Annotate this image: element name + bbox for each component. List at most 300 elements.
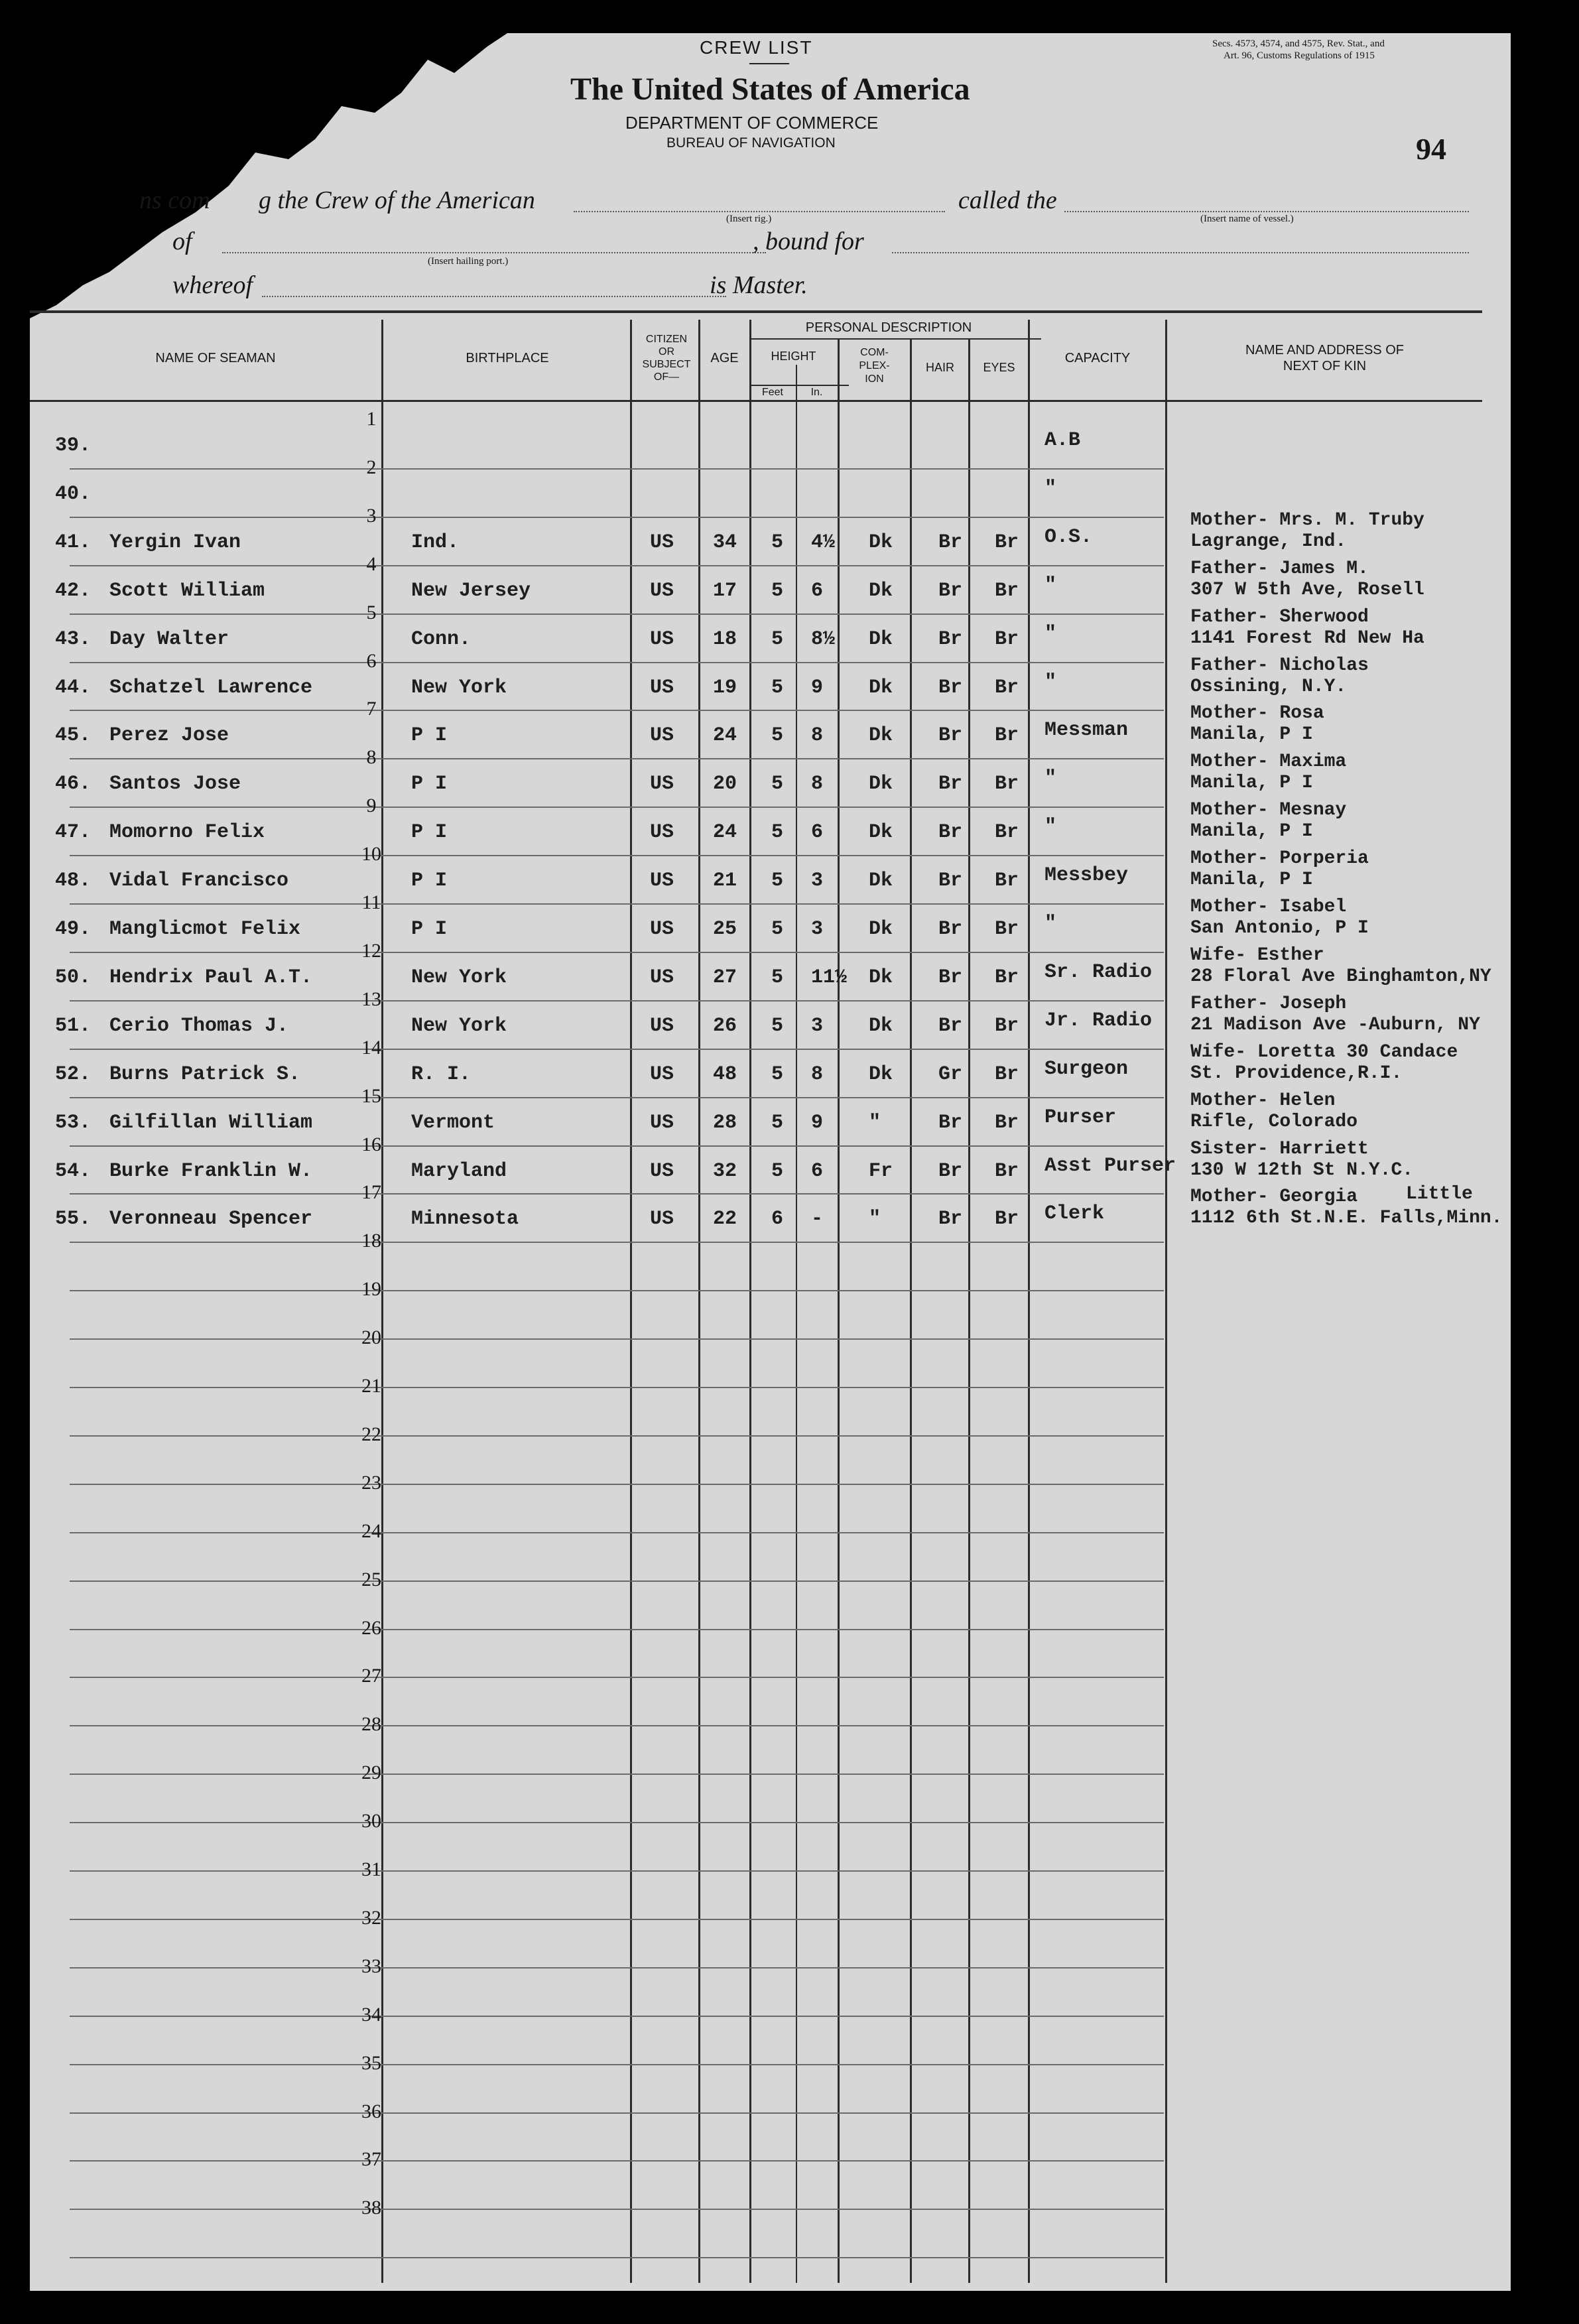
height-inches: 6 xyxy=(811,579,824,602)
header-eyes: EYES xyxy=(983,361,1015,374)
bound-for-text: , bound for xyxy=(753,227,864,255)
line-number: 38 xyxy=(361,2197,381,2219)
line-number: 37 xyxy=(361,2148,381,2171)
sequence-number: 50. xyxy=(55,966,92,989)
height-feet: 5 xyxy=(771,1063,784,1086)
sequence-number: 41. xyxy=(55,531,92,554)
age: 18 xyxy=(713,627,737,651)
header-inches: In. xyxy=(810,387,823,398)
sequence-number: 49. xyxy=(55,918,92,940)
height-feet: 5 xyxy=(771,724,784,747)
row-rule xyxy=(70,1532,1164,1533)
hair: Br xyxy=(938,1159,963,1183)
next-of-kin-name: Father- Joseph xyxy=(1190,993,1347,1014)
complexion: Dk xyxy=(869,1063,893,1086)
row-rule xyxy=(70,1870,1164,1872)
seaman-name: Gilfillan William xyxy=(109,1111,313,1134)
line-number: 31 xyxy=(361,1858,381,1880)
row-rule xyxy=(70,1725,1164,1726)
line-number: 1 xyxy=(366,408,377,430)
seaman-name: Santos Jose xyxy=(109,773,241,796)
complexion: Dk xyxy=(869,724,893,747)
complexion: Dk xyxy=(869,676,893,699)
seaman-name: Perez Jose xyxy=(109,724,229,747)
row-rule xyxy=(70,1338,1164,1340)
birthplace: Minnesota xyxy=(411,1208,519,1231)
line-number: 29 xyxy=(361,1762,381,1784)
line-number: 20 xyxy=(361,1326,381,1349)
birthplace: Conn. xyxy=(411,627,472,651)
header-age: AGE xyxy=(710,351,739,365)
row-rule xyxy=(70,1290,1164,1291)
line-number: 15 xyxy=(361,1084,381,1107)
line-number: 35 xyxy=(361,2051,381,2074)
line-number: 24 xyxy=(361,1519,381,1542)
seaman-name: Scott William xyxy=(109,579,265,602)
hair: Br xyxy=(938,531,963,554)
col-divider-height xyxy=(838,340,840,2283)
hailing-port-hint: (Insert hailing port.) xyxy=(428,256,509,267)
row-rule xyxy=(70,1435,1164,1437)
age: 25 xyxy=(713,918,737,940)
height-inches: 9 xyxy=(811,676,824,699)
line-number: 2 xyxy=(366,456,377,478)
capacity: " xyxy=(1044,574,1057,597)
birthplace: Ind. xyxy=(411,531,460,554)
height-inches: 8½ xyxy=(811,627,836,651)
citizenship: US xyxy=(650,579,674,602)
header-birthplace: BIRTHPLACE xyxy=(466,351,549,365)
height-inches: 9 xyxy=(811,1111,824,1134)
header-name-of-seaman: NAME OF SEAMAN xyxy=(155,351,276,365)
height-inches: 3 xyxy=(811,1014,824,1037)
next-of-kin-name: Mother- Mrs. M. Truby xyxy=(1190,509,1424,531)
country-heading: The United States of America xyxy=(570,72,970,107)
capacity: Asst Purser xyxy=(1044,1154,1176,1177)
height-feet: 5 xyxy=(771,579,784,602)
line-number: 23 xyxy=(361,1471,381,1494)
capacity: O.S. xyxy=(1044,525,1093,549)
seaman-name: Manglicmot Felix xyxy=(109,918,301,940)
age: 21 xyxy=(713,870,737,893)
next-of-kin-address: Manila, P I xyxy=(1190,773,1313,794)
height-feet: 5 xyxy=(771,821,784,844)
birthplace: New Jersey xyxy=(411,579,531,602)
hair: Br xyxy=(938,773,963,796)
form-title: CREW LIST xyxy=(700,37,813,58)
complexion: Dk xyxy=(869,1014,893,1037)
age: 28 xyxy=(713,1111,737,1134)
next-of-kin-address: Manila, P I xyxy=(1190,870,1313,891)
row-rule xyxy=(70,952,1164,953)
hair: Br xyxy=(938,966,963,989)
birthplace: New York xyxy=(411,1014,507,1037)
next-of-kin-address: Rifle, Colorado xyxy=(1190,1111,1358,1132)
col-divider-hair xyxy=(968,340,970,2283)
row-rule xyxy=(70,2112,1164,2114)
line-number: 21 xyxy=(361,1375,381,1397)
eyes: Br xyxy=(995,1208,1019,1231)
hair: Br xyxy=(938,918,963,940)
row-rule xyxy=(70,2064,1164,2065)
master-name-blank[interactable] xyxy=(262,296,726,297)
citizenship: US xyxy=(650,821,674,844)
next-of-kin-address: 1141 Forest Rd New Ha xyxy=(1190,627,1424,649)
height-inches: 6 xyxy=(811,821,824,844)
whereof-text: whereof xyxy=(172,271,253,299)
complexion: Dk xyxy=(869,627,893,651)
eyes: Br xyxy=(995,1014,1019,1037)
next-of-kin-address: Lagrange, Ind. xyxy=(1190,531,1347,552)
age: 22 xyxy=(713,1208,737,1231)
col-divider-complexion xyxy=(910,340,912,2283)
birthplace: P I xyxy=(411,724,448,747)
row-rule xyxy=(70,613,1164,615)
citizenship: US xyxy=(650,627,674,651)
row-rule xyxy=(70,1919,1164,1920)
next-of-kin-address: 21 Madison Ave -Auburn, NY xyxy=(1190,1014,1480,1035)
citizenship: US xyxy=(650,531,674,554)
vessel-name-blank[interactable] xyxy=(1064,211,1469,212)
sequence-number: 55. xyxy=(55,1208,92,1231)
row-rule xyxy=(70,2257,1164,2258)
rig-blank[interactable] xyxy=(574,211,945,212)
complexion: Dk xyxy=(869,773,893,796)
height-feet: 5 xyxy=(771,1159,784,1183)
complexion: " xyxy=(869,1111,881,1134)
row-rule xyxy=(70,807,1164,808)
next-of-kin-name: Mother- Mesnay xyxy=(1190,800,1347,821)
citizenship: US xyxy=(650,1111,674,1134)
height-feet: 5 xyxy=(771,627,784,651)
citizenship: US xyxy=(650,1159,674,1183)
header-hair: HAIR xyxy=(925,361,954,374)
height-inches: 6 xyxy=(811,1159,824,1183)
line-number: 17 xyxy=(361,1181,381,1204)
age: 24 xyxy=(713,724,737,747)
eyes: Br xyxy=(995,531,1019,554)
intro-fragment: ns com xyxy=(139,186,210,214)
row-rule xyxy=(70,710,1164,711)
capacity: Jr. Radio xyxy=(1044,1009,1153,1032)
age: 24 xyxy=(713,821,737,844)
row-rule xyxy=(70,1097,1164,1098)
header-feet: Feet xyxy=(761,387,783,398)
complexion: " xyxy=(869,1208,881,1231)
crew-list-sheet xyxy=(30,33,1511,2291)
height-inches: 8 xyxy=(811,1063,824,1086)
line-number: 7 xyxy=(366,698,377,720)
line-number: 3 xyxy=(366,504,377,527)
birthplace: P I xyxy=(411,870,448,893)
citizenship: US xyxy=(650,773,674,796)
sequence-number: 48. xyxy=(55,870,92,893)
legal-reference-1: Secs. 4573, 4574, and 4575, Rev. Stat., and xyxy=(1212,38,1385,49)
seaman-name: Veronneau Spencer xyxy=(109,1208,313,1231)
birthplace: Vermont xyxy=(411,1111,495,1134)
age: 34 xyxy=(713,531,737,554)
row-rule xyxy=(70,2160,1164,2162)
next-of-kin-name: Mother- Isabel xyxy=(1190,897,1347,917)
row-rule xyxy=(70,903,1164,905)
header-citizen: CITIZEN OR SUBJECT OF— xyxy=(642,334,691,383)
hair: Br xyxy=(938,627,963,651)
next-of-kin-address: 307 W 5th Ave, Rosell xyxy=(1190,579,1424,600)
row-rule xyxy=(70,1774,1164,1775)
next-of-kin-name: Wife- Esther xyxy=(1190,944,1324,966)
line-number: 11 xyxy=(361,891,381,913)
eyes: Br xyxy=(995,724,1019,747)
row-rule xyxy=(70,2016,1164,2017)
birthplace: R. I. xyxy=(411,1063,472,1086)
sequence-number: 39. xyxy=(55,434,92,457)
height-feet: 5 xyxy=(771,1111,784,1134)
hair: Br xyxy=(938,821,963,844)
capacity: Messman xyxy=(1044,719,1129,742)
line-number: 8 xyxy=(366,746,377,769)
hair: Br xyxy=(938,676,963,699)
height-feet: 5 xyxy=(771,870,784,893)
next-of-kin-name: Mother- Porperia xyxy=(1190,848,1369,870)
row-rule xyxy=(70,565,1164,566)
line-number: 9 xyxy=(366,795,377,817)
sequence-number: 52. xyxy=(55,1063,92,1086)
next-of-kin-name: Father- Sherwood xyxy=(1190,606,1369,627)
capacity: " xyxy=(1044,913,1057,935)
height-inches: 8 xyxy=(811,724,824,747)
line-number: 25 xyxy=(361,1568,381,1590)
citizenship: US xyxy=(650,870,674,893)
height-inches: 4½ xyxy=(811,531,836,554)
complexion: Dk xyxy=(869,918,893,940)
hair: Br xyxy=(938,1208,963,1231)
hair: Br xyxy=(938,870,963,893)
birthplace: P I xyxy=(411,821,448,844)
rig-hint: (Insert rig.) xyxy=(726,214,772,224)
is-master-text: is Master. xyxy=(710,271,808,299)
height-inches: 8 xyxy=(811,773,824,796)
next-of-kin-address: 1112 6th St.N.E. Falls,Minn. xyxy=(1190,1208,1503,1229)
header-next-of-kin: NAME AND ADDRESS OF NEXT OF KIN xyxy=(1245,343,1404,373)
row-rule xyxy=(70,468,1164,470)
height-feet: 5 xyxy=(771,966,784,989)
complexion: Dk xyxy=(869,870,893,893)
line-number: 14 xyxy=(361,1036,381,1059)
line-number: 27 xyxy=(361,1665,381,1687)
line-number: 26 xyxy=(361,1616,381,1639)
page-number: 94 xyxy=(1416,132,1446,166)
row-rule xyxy=(70,1629,1164,1630)
next-of-kin-name: Father- Nicholas xyxy=(1190,655,1369,676)
eyes: Br xyxy=(995,579,1019,602)
vessel-hint: (Insert name of vessel.) xyxy=(1200,214,1294,224)
title-rule xyxy=(749,63,789,64)
row-rule xyxy=(70,662,1164,663)
hair: Br xyxy=(938,1014,963,1037)
age: 26 xyxy=(713,1014,737,1037)
line-number: 30 xyxy=(361,1810,381,1833)
birthplace: New York xyxy=(411,966,507,989)
line-number: 13 xyxy=(361,988,381,1010)
seaman-name: Yergin Ivan xyxy=(109,531,241,554)
complexion: Dk xyxy=(869,966,893,989)
sequence-number: 42. xyxy=(55,579,92,602)
height-inches: 3 xyxy=(811,918,824,940)
header-height: HEIGHT xyxy=(771,350,816,363)
line-number: 33 xyxy=(361,1955,381,1977)
sequence-number: 40. xyxy=(55,482,92,505)
header-personal-description: PERSONAL DESCRIPTION xyxy=(805,320,972,335)
row-rule xyxy=(70,1484,1164,1485)
eyes: Br xyxy=(995,1159,1019,1183)
height-feet: 5 xyxy=(771,531,784,554)
age: 19 xyxy=(713,676,737,699)
birthplace: P I xyxy=(411,773,448,796)
sequence-number: 54. xyxy=(55,1159,92,1183)
citizenship: US xyxy=(650,966,674,989)
next-of-kin-name: Mother- Rosa xyxy=(1190,703,1324,724)
eyes: Br xyxy=(995,870,1019,893)
eyes: Br xyxy=(995,773,1019,796)
of-text: of xyxy=(172,227,192,255)
height-feet: 5 xyxy=(771,1014,784,1037)
citizenship: US xyxy=(650,1208,674,1231)
line-number: 32 xyxy=(361,1906,381,1929)
complexion: Fr xyxy=(869,1159,893,1183)
next-of-kin-address: St. Providence,R.I. xyxy=(1190,1063,1403,1084)
eyes: Br xyxy=(995,821,1019,844)
eyes: Br xyxy=(995,627,1019,651)
citizenship: US xyxy=(650,1014,674,1037)
capacity: Messbey xyxy=(1044,864,1129,887)
birthplace: P I xyxy=(411,918,448,940)
next-of-kin-name: Father- James M. xyxy=(1190,558,1369,579)
sequence-number: 44. xyxy=(55,676,92,699)
complexion: Dk xyxy=(869,579,893,602)
citizenship: US xyxy=(650,676,674,699)
intro-text: g the Crew of the American xyxy=(259,186,535,214)
age: 20 xyxy=(713,773,737,796)
line-number: 10 xyxy=(361,843,381,866)
seaman-name: Vidal Francisco xyxy=(109,870,289,893)
eyes: Br xyxy=(995,1111,1019,1134)
height-feet: 6 xyxy=(771,1208,784,1231)
seaman-name: Momorno Felix xyxy=(109,821,265,844)
sequence-number: 47. xyxy=(55,821,92,844)
capacity: Sr. Radio xyxy=(1044,960,1153,984)
capacity: A.B xyxy=(1044,429,1081,452)
next-of-kin-name: Mother- Georgia xyxy=(1190,1187,1358,1208)
header-capacity: CAPACITY xyxy=(1064,351,1131,365)
destination-blank[interactable] xyxy=(892,252,1469,253)
height-inches: 3 xyxy=(811,870,824,893)
personal-description-rule xyxy=(749,338,1041,340)
line-number: 12 xyxy=(361,939,381,962)
seaman-name: Hendrix Paul A.T. xyxy=(109,966,313,989)
capacity: " xyxy=(1044,816,1057,839)
row-rule xyxy=(70,1242,1164,1243)
sequence-number: 51. xyxy=(55,1014,92,1037)
next-of-kin-address: 130 W 12th St N.Y.C. xyxy=(1190,1159,1414,1181)
citizenship: US xyxy=(650,918,674,940)
row-rule xyxy=(70,1000,1164,1001)
next-of-kin-address: Ossining, N.Y. xyxy=(1190,676,1347,697)
seaman-name: Cerio Thomas J. xyxy=(109,1014,289,1037)
next-of-kin-address: Manila, P I xyxy=(1190,821,1313,842)
capacity: Purser xyxy=(1044,1106,1117,1129)
row-rule xyxy=(70,2209,1164,2210)
row-rule xyxy=(70,1145,1164,1147)
hair: Br xyxy=(938,724,963,747)
col-divider-feet xyxy=(796,365,797,2283)
eyes: Br xyxy=(995,918,1019,940)
next-of-kin-address: San Antonio, P I xyxy=(1190,918,1369,938)
next-of-kin-name: Mother- Helen xyxy=(1190,1090,1336,1111)
sequence-number: 45. xyxy=(55,724,92,747)
line-number: 19 xyxy=(361,1278,381,1301)
next-of-kin-address: Manila, P I xyxy=(1190,724,1313,745)
next-of-kin-name: Sister- Harriett xyxy=(1190,1138,1369,1159)
row-rule xyxy=(70,517,1164,518)
birthplace: Maryland xyxy=(411,1159,507,1183)
eyes: Br xyxy=(995,966,1019,989)
birthplace: New York xyxy=(411,676,507,699)
hair: Br xyxy=(938,579,963,602)
next-of-kin-name: Mother- Maxima xyxy=(1190,751,1347,773)
col-divider-capacity xyxy=(1165,320,1167,2283)
row-rule xyxy=(70,855,1164,856)
capacity: " xyxy=(1044,477,1057,500)
next-of-kin-extra: Little xyxy=(1406,1184,1473,1205)
row-rule xyxy=(70,1822,1164,1823)
capacity: " xyxy=(1044,622,1057,645)
hair: Br xyxy=(938,1111,963,1134)
complexion: Dk xyxy=(869,821,893,844)
line-number: 4 xyxy=(366,552,377,575)
line-number: 28 xyxy=(361,1713,381,1736)
legal-reference-2: Art. 96, Customs Regulations of 1915 xyxy=(1224,50,1375,61)
eyes: Br xyxy=(995,1063,1019,1086)
table-top-rule xyxy=(30,310,1482,313)
row-rule xyxy=(70,1967,1164,1969)
row-rule xyxy=(70,1387,1164,1388)
age: 27 xyxy=(713,966,737,989)
row-rule xyxy=(70,1677,1164,1678)
line-number: 6 xyxy=(366,649,377,672)
capacity: " xyxy=(1044,767,1057,791)
line-number: 36 xyxy=(361,2100,381,2122)
next-of-kin-name: Wife- Loretta 30 Candace xyxy=(1190,1041,1458,1063)
complexion: Dk xyxy=(869,531,893,554)
height-feet: 5 xyxy=(771,676,784,699)
row-rule xyxy=(70,1049,1164,1050)
height-inches: - xyxy=(811,1208,824,1231)
height-feet: 5 xyxy=(771,918,784,940)
height-feet: 5 xyxy=(771,773,784,796)
sequence-number: 53. xyxy=(55,1111,92,1134)
hailing-port-blank[interactable] xyxy=(222,252,766,253)
seaman-name: Schatzel Lawrence xyxy=(109,676,313,699)
next-of-kin-address: 28 Floral Ave Binghamton,NY xyxy=(1190,966,1491,987)
called-the-text: called the xyxy=(958,186,1057,214)
age: 17 xyxy=(713,579,737,602)
sequence-number: 43. xyxy=(55,627,92,651)
citizenship: US xyxy=(650,724,674,747)
line-number: 18 xyxy=(361,1230,381,1252)
citizenship: US xyxy=(650,1063,674,1086)
line-number: 16 xyxy=(361,1133,381,1155)
capacity: " xyxy=(1044,671,1057,694)
